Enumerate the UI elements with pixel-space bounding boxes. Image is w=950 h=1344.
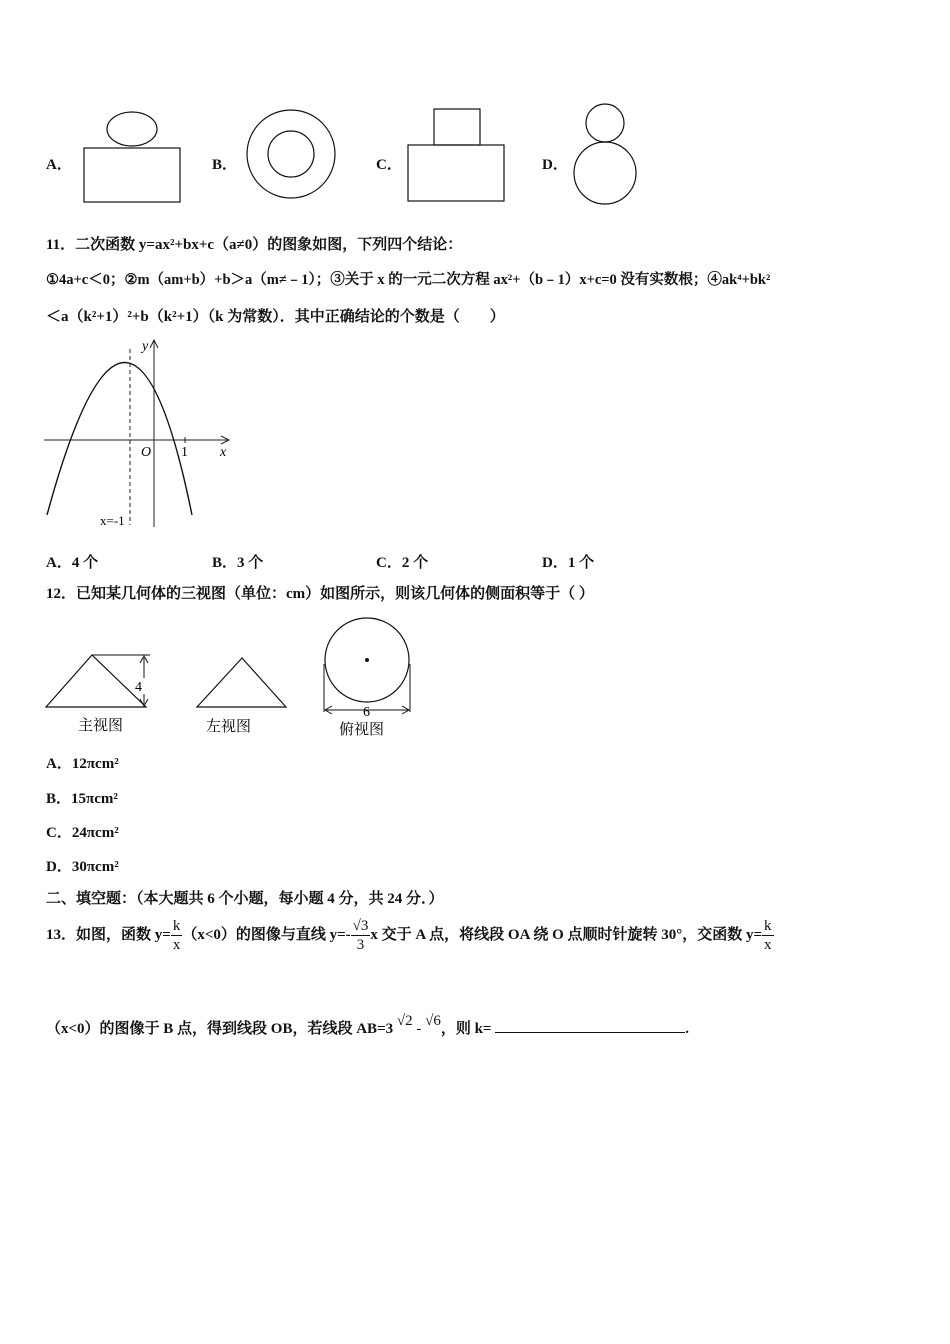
q10-option-a-letter: A．	[46, 157, 72, 173]
front-view-label: 主视图	[78, 718, 124, 734]
section-2-heading: 二、填空题：（本大题共 6 个小题，每小题 4 分，共 24 分．）	[46, 891, 444, 907]
q11-option-c: C．2 个	[376, 555, 429, 571]
y-axis-label: y	[142, 339, 149, 354]
q11-option-b: B．3 个	[212, 555, 264, 571]
q10-option-b-letter: B．	[212, 157, 238, 173]
q10-option-a-figure	[80, 110, 190, 205]
q12-front-view	[44, 650, 164, 740]
q13-minus: -	[416, 1021, 422, 1037]
q12-option-a: A．12πcm²	[46, 756, 119, 772]
q13-part3: x 交于 A 点，将线段 OA 绕 O 点顺时针旋转 30°，交函数 y=	[370, 926, 763, 943]
q13-part4: （x<0）的图像于 B 点，得到线段 OB，若线段 AB=3	[46, 1021, 394, 1037]
q13-root2: √2	[396, 1013, 413, 1029]
height-dimension: 4	[135, 680, 142, 695]
q10-option-d-figure	[570, 101, 640, 209]
one-tick-label: 1	[181, 445, 188, 460]
q13-fraction-k-over-x: $\frac{k}{x}$	[172, 918, 181, 953]
q10-option-c-letter: C．	[376, 157, 402, 173]
width-dimension: 6	[363, 705, 370, 720]
origin-label: O	[141, 445, 152, 460]
x-axis-label: x	[220, 445, 227, 460]
q13-line2	[46, 1013, 689, 1039]
side-view-label: 左视图	[206, 719, 252, 735]
q10-option-d-letter: D．	[542, 157, 568, 173]
q11-stem: 11．二次函数 y=ax²+bx+c（a≠0）的图象如图，下列四个结论：	[46, 237, 463, 253]
symmetry-axis-label: x=-1	[100, 513, 125, 528]
q13-line1	[46, 917, 774, 954]
q12-option-c: C．24πcm²	[46, 825, 119, 841]
q13-root6: √6	[425, 1013, 441, 1029]
q12-side-view	[194, 655, 294, 740]
q13-part2: （x<0）的图像与直线 y=-	[182, 926, 351, 943]
q13-part1: 13．如图，函数 y=	[46, 926, 171, 943]
q12-top-view	[315, 616, 420, 741]
parabola-curve	[47, 363, 192, 516]
q12-stem: 12．已知某几何体的三视图（单位：cm）如图所示，则该几何体的侧面积等于（ ）	[46, 586, 594, 602]
q13-part5: ，则 k=	[440, 1021, 492, 1037]
q11-option-a: A．4 个	[46, 555, 99, 571]
q13-answer-blank[interactable]	[495, 1018, 685, 1033]
q10-option-b-figure	[245, 108, 340, 203]
q12-option-d: D．30πcm²	[46, 859, 119, 875]
q13-fraction-k-over-x-2: $\frac{k}{x}$	[764, 918, 772, 953]
q11-question-line: ＜a（k²+1）²+b（k²+1）（k 为常数）．其中正确结论的个数是（ ）	[46, 309, 505, 325]
q10-option-c-figure	[405, 107, 507, 205]
q11-parabola-graph	[44, 335, 244, 535]
q12-option-b: B．15πcm²	[46, 791, 118, 807]
q13-end: .	[685, 1021, 689, 1037]
top-view-label: 俯视图	[339, 722, 385, 738]
q13-fraction-root3-over-3: $\frac{√3}{3}$	[352, 918, 369, 953]
q11-conclusions-line: ①4a+c＜0；②m（am+b）+b＞a（m≠﹣1）；③关于 x 的一元二次方程 ax²+（b﹣1）x+c=0 没有实数根；④ak⁴+bk²	[46, 272, 771, 288]
q11-option-d: D．1 个	[542, 555, 595, 571]
